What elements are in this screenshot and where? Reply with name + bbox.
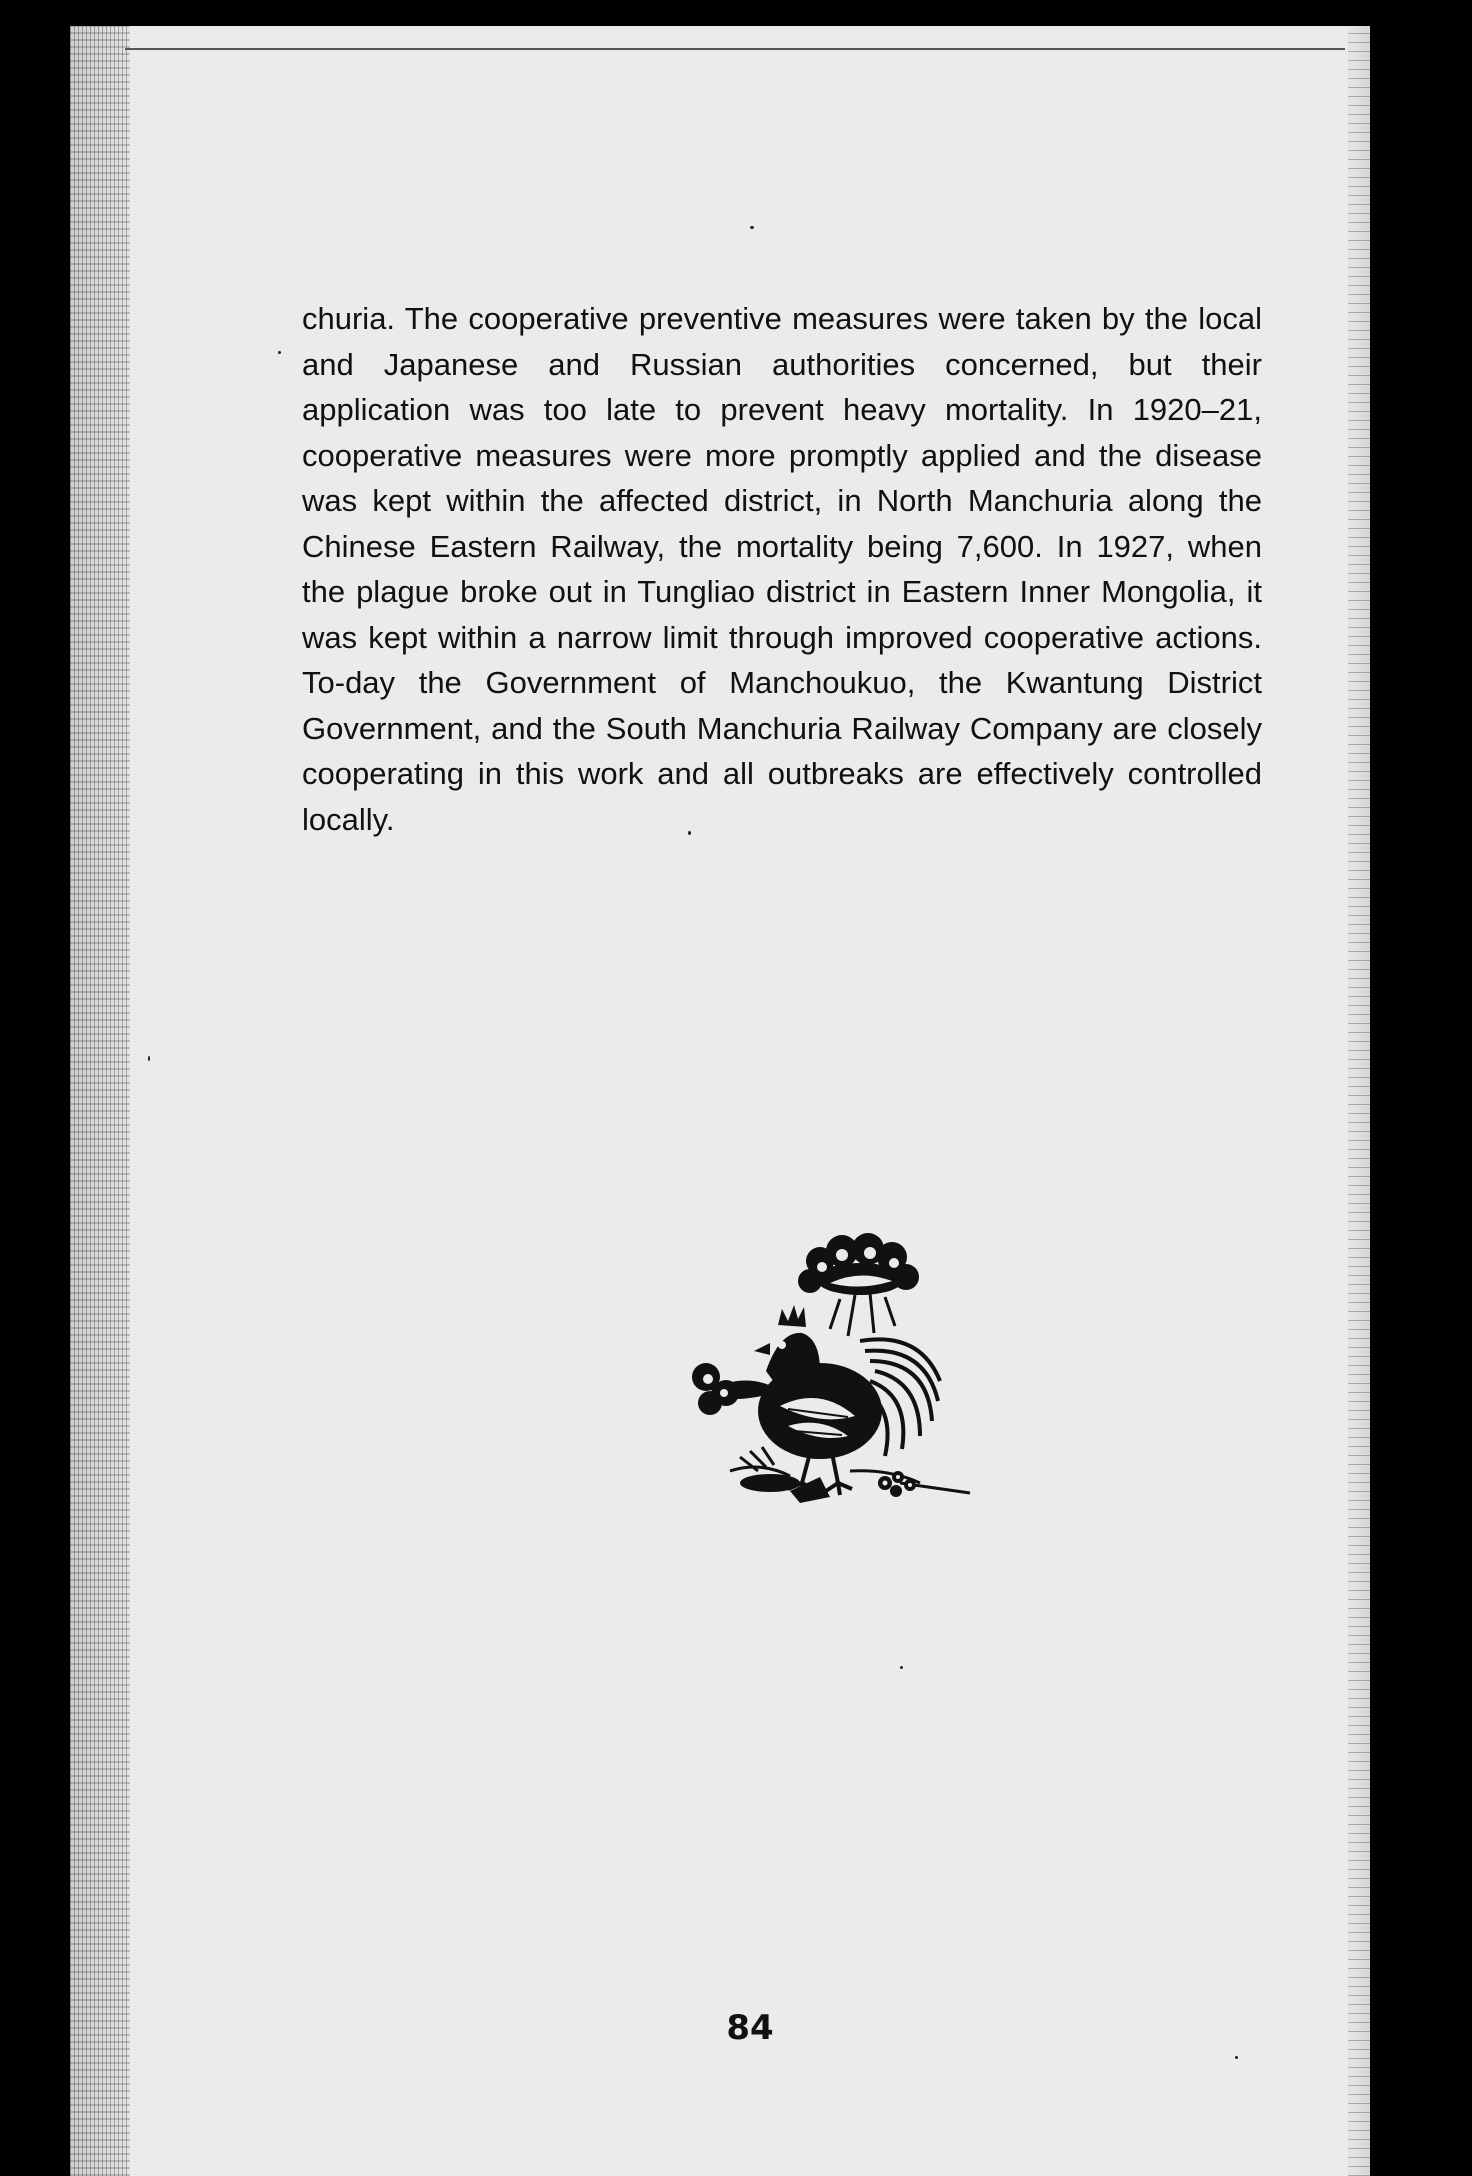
top-rule xyxy=(125,48,1345,50)
page-binding-edge xyxy=(70,26,130,2176)
scan-speck xyxy=(278,351,281,354)
scan-speck xyxy=(900,1666,903,1669)
scan-speck xyxy=(750,226,754,229)
page-right-edge xyxy=(1348,26,1370,2176)
scan-speck xyxy=(688,831,691,835)
book-page xyxy=(70,26,1370,2176)
rooster-illustration-icon xyxy=(670,1221,990,1511)
scan-speck xyxy=(148,1056,150,1061)
body-paragraph: churia. The cooperative preventive measures were taken by the local and Japanese and Russian authorities concerned, but their application was too late to prevent heavy mortality. In 1920–21, cooperative measures were more promptly applied and the disease was kept within the affected district, in North Manchuria along the Chinese Eastern Railway, the mortality being 7,600. In 1927, when the plague broke out in Tungliao district in Eastern Inner Mongolia, it was kept within a narrow limit through improved cooperative actions. To-day the Government of Manchoukuo, the Kwantung District Government, and the South Manchuria Railway Company are closely cooperating in this work and all outbreaks are effectively controlled locally. xyxy=(302,301,1262,837)
page-number: 84 xyxy=(726,2008,774,2048)
scan-speck xyxy=(1235,2056,1238,2059)
